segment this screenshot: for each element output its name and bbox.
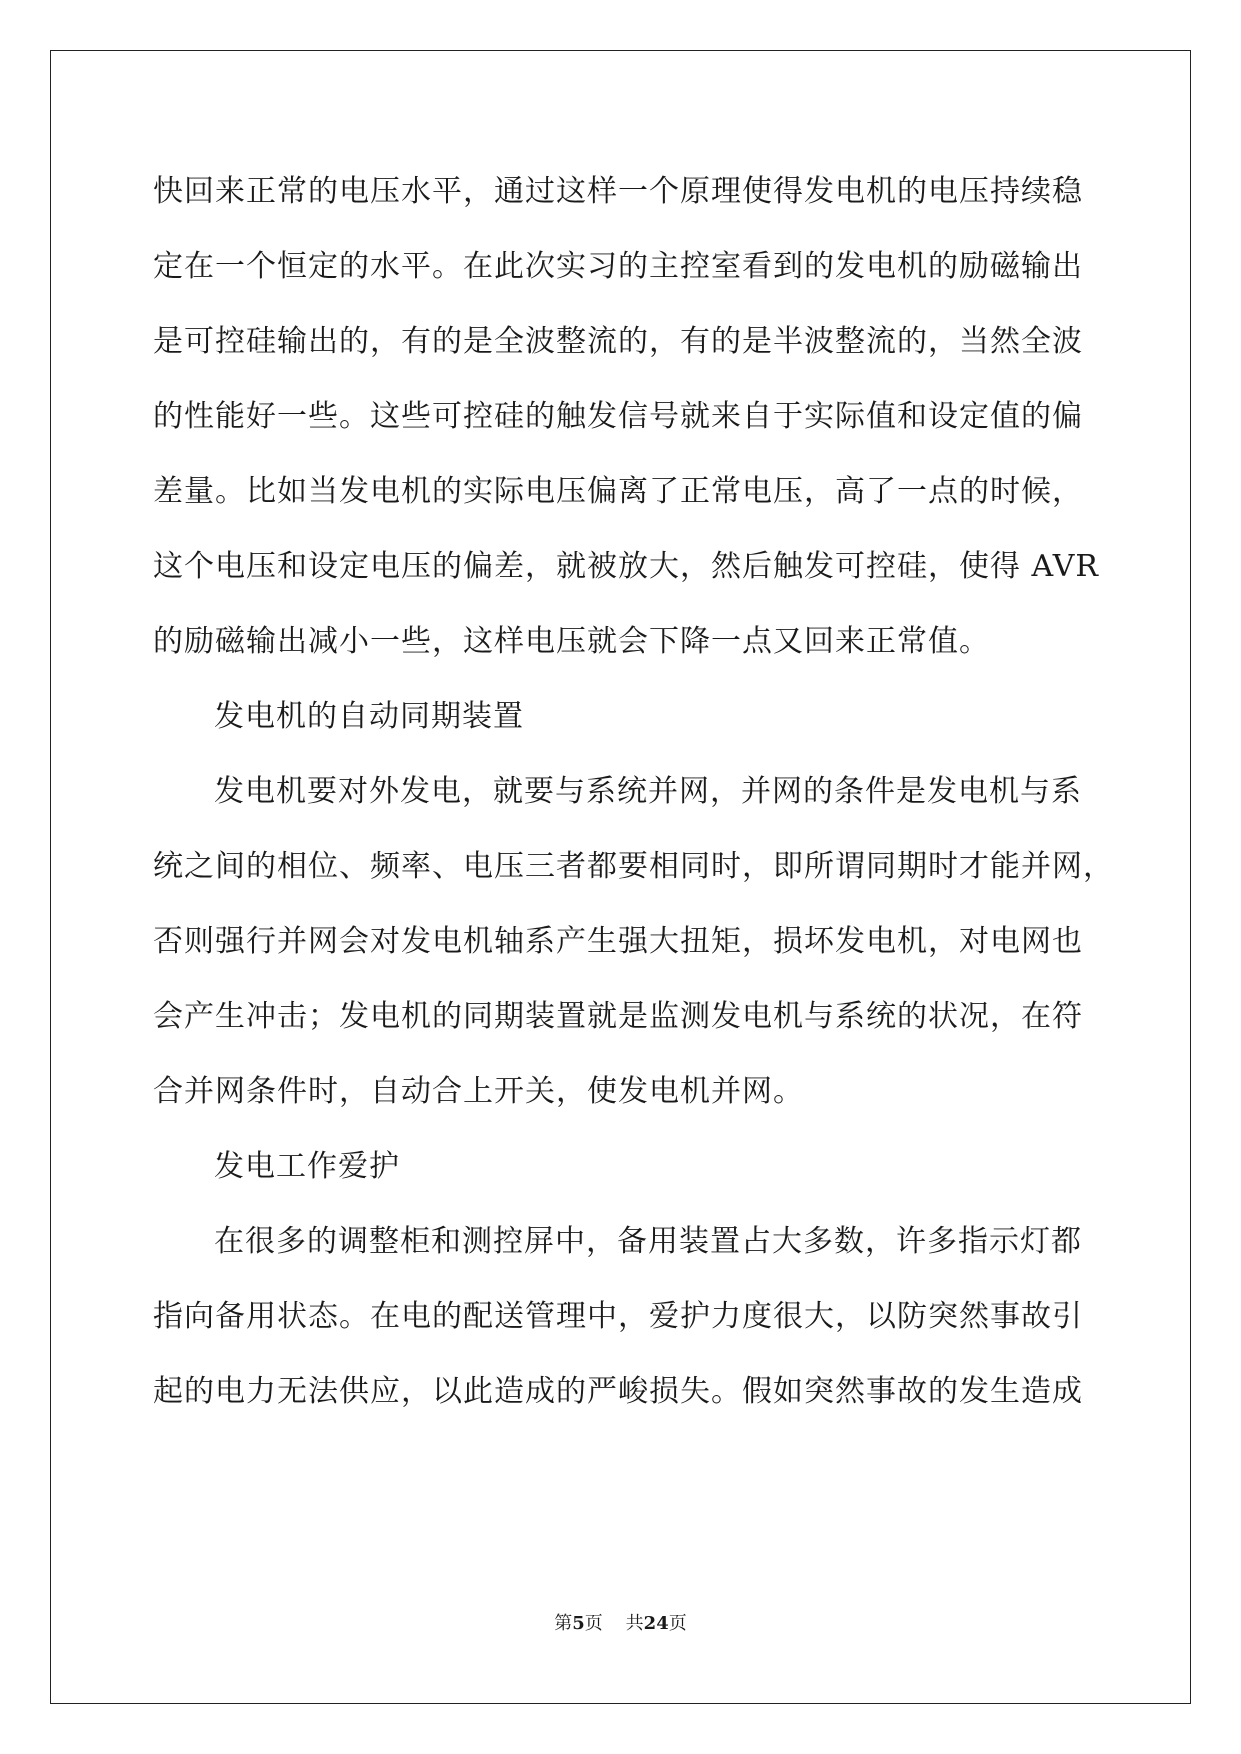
total-prefix: 共 bbox=[625, 1613, 644, 1634]
paragraph-line: 这个电压和设定电压的偏差，就被放大，然后触发可控硅，使得 AVR bbox=[153, 549, 1099, 584]
page-number: 5 bbox=[572, 1613, 585, 1634]
page-footer bbox=[0, 1612, 1241, 1636]
page-prefix: 第 bbox=[554, 1613, 573, 1634]
paragraph-line: 起的电力无法供应，以此造成的严峻损失。假如突然事故的发生造成 bbox=[153, 1374, 1083, 1409]
section-heading: 发电工作爱护 bbox=[214, 1149, 400, 1184]
paragraph-line: 统之间的相位、频率、电压三者都要相同时，即所谓同期时才能并网， bbox=[153, 849, 1114, 884]
paragraph-line: 差量。比如当发电机的实际电压偏离了正常电压，高了一点的时候， bbox=[153, 474, 1083, 509]
page-suffix: 页 bbox=[584, 1613, 603, 1634]
paragraph-line: 是可控硅输出的，有的是全波整流的，有的是半波整流的，当然全波 bbox=[153, 324, 1083, 359]
paragraph-line: 快回来正常的电压水平，通过这样一个原理使得发电机的电压持续稳 bbox=[153, 174, 1083, 209]
paragraph-line: 指向备用状态。在电的配送管理中，爱护力度很大，以防突然事故引 bbox=[153, 1299, 1083, 1334]
total-pages: 24 bbox=[643, 1613, 669, 1634]
paragraph-line: 在很多的调整柜和测控屏中，备用装置占大多数，许多指示灯都 bbox=[214, 1224, 1082, 1259]
paragraph-line: 的性能好一些。这些可控硅的触发信号就来自于实际值和设定值的偏 bbox=[153, 399, 1083, 434]
paragraph-line: 会产生冲击；发电机的同期装置就是监测发电机与系统的状况，在符 bbox=[153, 999, 1083, 1034]
paragraph-line: 的励磁输出减小一些，这样电压就会下降一点又回来正常值。 bbox=[153, 624, 990, 659]
paragraph-line: 定在一个恒定的水平。在此次实习的主控室看到的发电机的励磁输出 bbox=[153, 249, 1083, 284]
paragraph-line: 发电机要对外发电，就要与系统并网，并网的条件是发电机与系 bbox=[214, 774, 1082, 809]
total-suffix: 页 bbox=[668, 1613, 687, 1634]
paragraph-line: 否则强行并网会对发电机轴系产生强大扭矩，损坏发电机，对电网也 bbox=[153, 924, 1083, 959]
paragraph-line: 合并网条件时，自动合上开关，使发电机并网。 bbox=[153, 1074, 804, 1109]
section-heading: 发电机的自动同期装置 bbox=[214, 699, 524, 734]
